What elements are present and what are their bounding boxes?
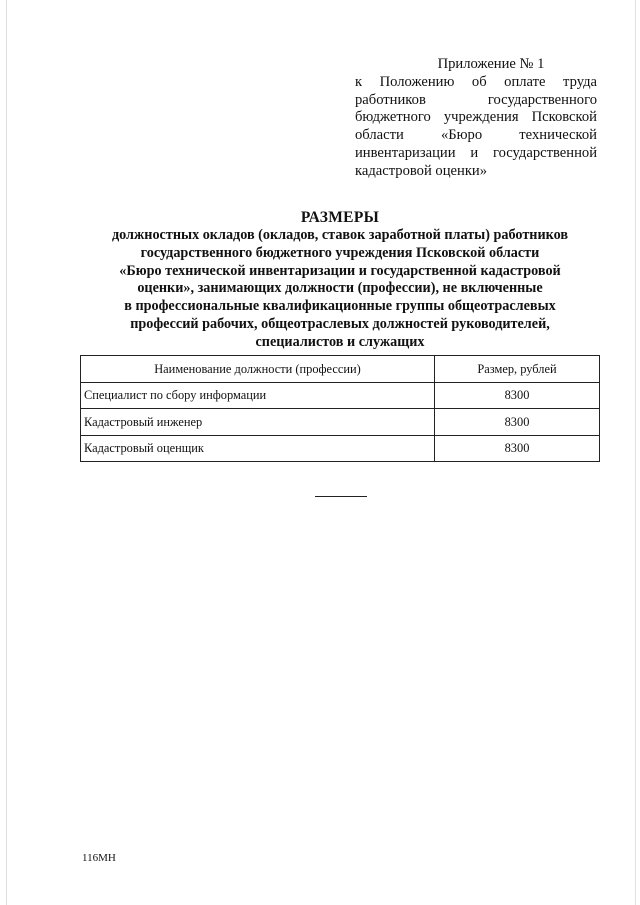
appendix-line: инвентаризации и государственной [355, 144, 597, 161]
appendix-line: работников государственного [355, 91, 597, 108]
heading-line: специалистов и служащих [255, 333, 425, 350]
salary-cell: 8300 [435, 382, 600, 409]
appendix-block [355, 56, 597, 181]
appendix-line: области «Бюро технической [355, 127, 597, 144]
column-header-position: Наименование должности (профессии) [81, 356, 435, 383]
document-heading [60, 208, 620, 352]
position-cell: Специалист по сбору информации [81, 382, 435, 409]
salary-cell: 8300 [435, 409, 600, 436]
position-cell: Кадастровый оценщик [81, 435, 435, 462]
salary-table [80, 355, 600, 462]
table-row [81, 435, 600, 462]
appendix-line: кадастровой оценки» [355, 162, 488, 179]
heading-line: «Бюро технической инвентаризации и государственной кадастровой [119, 262, 561, 279]
closing-rule [315, 496, 367, 497]
table-header-row [81, 356, 600, 383]
heading-line: государственного бюджетного учреждения Псковской области [140, 244, 540, 261]
heading-title: РАЗМЕРЫ [300, 209, 380, 226]
document-code: 116МН [82, 852, 116, 864]
appendix-title: Приложение № 1 [437, 56, 545, 72]
salary-cell: 8300 [435, 435, 600, 462]
heading-line: в профессиональные квалификационные группы общеотраслевых [124, 298, 556, 315]
heading-line: должностных окладов (окладов, ставок заработной платы) работников [111, 227, 569, 243]
heading-line: профессий рабочих, общеотраслевых должностей руководителей, [130, 315, 550, 332]
heading-line: оценки», занимающих должности (профессии), не включенные [137, 280, 543, 297]
scan-edge-left [6, 0, 7, 905]
appendix-line: бюджетного учреждения Псковской [355, 109, 597, 126]
column-header-salary: Размер, рублей [435, 356, 600, 383]
table-row [81, 382, 600, 409]
position-cell: Кадастровый инженер [81, 409, 435, 436]
appendix-line: к Положению об оплате труда [355, 73, 597, 90]
scan-edge-right [635, 0, 636, 905]
table-row [81, 409, 600, 436]
